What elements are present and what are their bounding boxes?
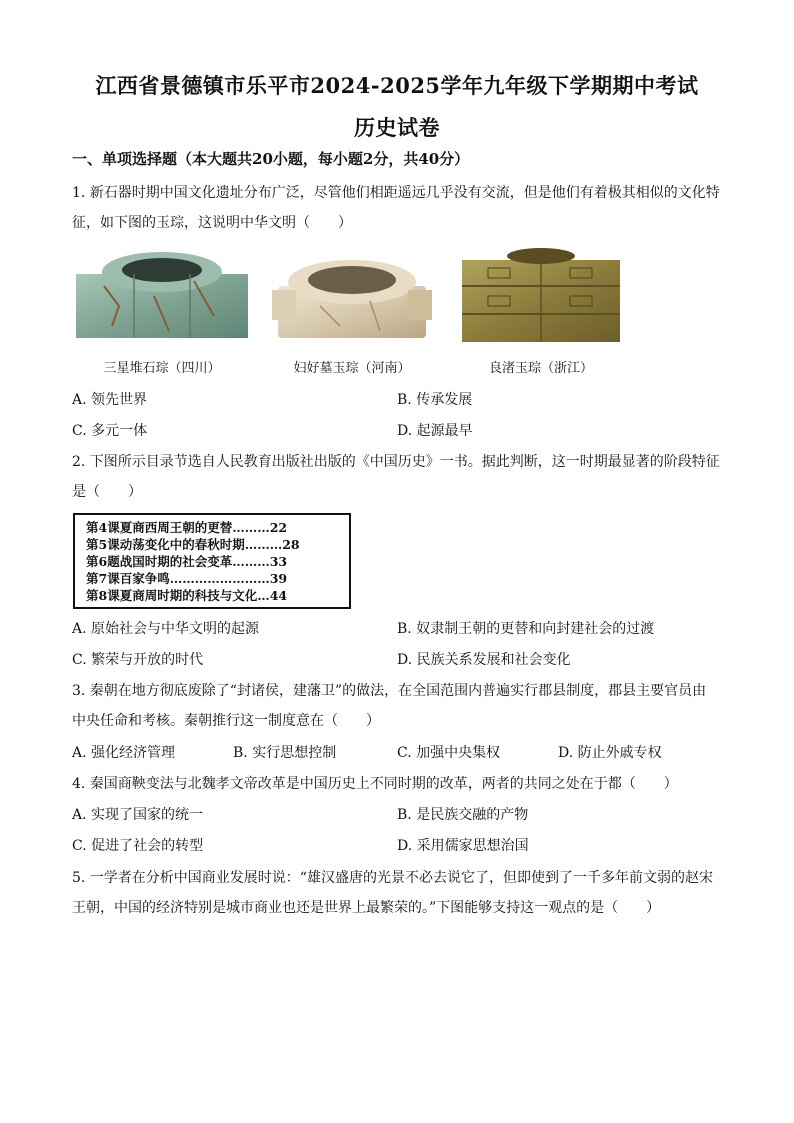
q1-option-a[interactable]: A. 领先世界	[72, 392, 148, 408]
q1-caption-1: 三星堆石琮（四川）	[103, 361, 221, 376]
q5-stem-line1: 5. 一学者在分析中国商业发展时说：“雄汉盛唐的光景不必去说它了，但即使到了一千多年前文弱的赵宋	[72, 870, 713, 886]
exam-subtitle: 历史试卷	[354, 115, 440, 140]
q2-option-b[interactable]: B. 奴隶制王朝的更替和向封建社会的过渡	[397, 621, 655, 637]
q2-stem-line2: 是（ ）	[72, 484, 142, 500]
q3-option-c[interactable]: C. 加强中央集权	[397, 745, 501, 761]
q2-option-d[interactable]: D. 民族关系发展和社会变化	[397, 652, 571, 668]
q1-caption-3: 良渚玉琮（浙江）	[488, 361, 593, 376]
q2-option-a[interactable]: A. 原始社会与中华文明的起源	[72, 621, 260, 637]
liangzhu-jade-cong-image	[458, 246, 624, 346]
q3-stem-line2: 中央任命和考核。秦朝推行这一制度意在（ ）	[72, 713, 380, 729]
q4-option-b[interactable]: B. 是民族交融的产物	[397, 807, 529, 823]
toc-row: 第7课百家争鸣……………………39	[86, 571, 288, 586]
q4-option-a[interactable]: A. 实现了国家的统一	[72, 807, 204, 823]
toc-row: 第4课夏商西周王朝的更替………22	[86, 520, 288, 535]
q2-stem-line1: 2. 下图所示目录节选自人民教育出版社出版的《中国历史》一书。据此判断，这一时期最显著的阶段特征	[72, 454, 720, 470]
q4-stem-line1: 4. 秦国商鞅变法与北魏孝文帝改革是中国历史上不同时期的改革，两者的共同之处在于都（ ）	[72, 776, 678, 792]
q2-option-c[interactable]: C. 繁荣与开放的时代	[72, 652, 204, 668]
q3-option-a[interactable]: A. 强化经济管理	[72, 745, 176, 761]
q1-option-b[interactable]: B. 传承发展	[397, 392, 473, 408]
q3-stem-line1: 3. 秦朝在地方彻底废除了“封诸侯，建藩卫”的做法，在全国范围内普遍实行郡县制度，郡县主要官员由	[72, 683, 707, 699]
sanxingdui-stone-cong-image	[74, 246, 250, 346]
q1-stem-line1: 1. 新石器时期中国文化遗址分布广泛，尽管他们相距遥远几乎没有交流，但是他们有着极其相似的文化特	[72, 185, 720, 201]
q3-option-b[interactable]: B. 实行思想控制	[233, 745, 337, 761]
textbook-contents-excerpt	[73, 513, 351, 609]
toc-row: 第8课夏商周时期的科技与文化…44	[86, 588, 288, 603]
fuhao-jade-cong-image	[270, 246, 434, 346]
exam-title: 江西省景德镇市乐平市2024-2025学年九年级下学期期中考试	[95, 73, 699, 98]
toc-row: 第6题战国时期的社会变革………33	[86, 554, 288, 569]
q1-option-c[interactable]: C. 多元一体	[72, 423, 148, 439]
q1-option-d[interactable]: D. 起源最早	[397, 423, 473, 439]
q1-caption-2: 妇好墓玉琮（河南）	[293, 361, 411, 376]
q4-option-c[interactable]: C. 促进了社会的转型	[72, 838, 204, 854]
q4-option-d[interactable]: D. 采用儒家思想治国	[397, 838, 529, 854]
q5-stem-line2: 王朝，中国的经济特别是城市商业也还是世界上最繁荣的。”下图能够支持这一观点的是（ ）	[72, 900, 661, 916]
toc-row: 第5课动荡变化中的春秋时期………28	[86, 537, 300, 552]
q3-option-d[interactable]: D. 防止外戚专权	[558, 745, 662, 761]
section-heading: 一、单项选择题（本大题共20小题，每小题2分，共40分）	[72, 150, 470, 168]
q1-stem-line2: 征，如下图的玉琮，这说明中华文明（ ）	[72, 215, 352, 231]
